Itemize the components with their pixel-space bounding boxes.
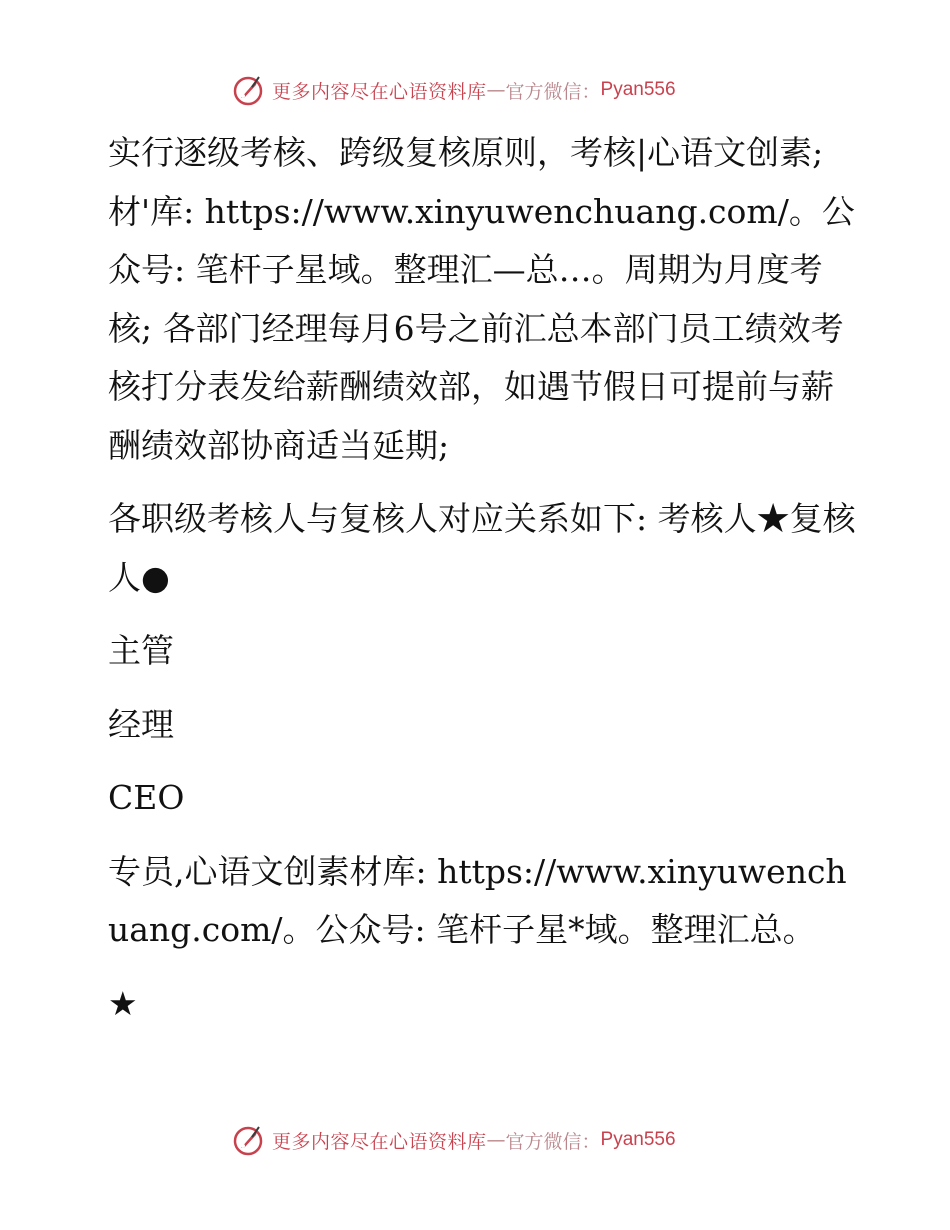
list-item-manager: 经理: [108, 704, 174, 744]
banner-wechat-handle: Pyan556: [600, 79, 676, 100]
banner-wechat-handle: Pyan556: [600, 1129, 676, 1150]
list-item-ceo: CEO: [108, 778, 185, 817]
paragraph-assessment-principle: 实行逐级考核、跨级复核原则，考核|心语文创素;材'库: https://www.xinyuwenchuang.com/。公众号: 笔杆子星域。整理汇—总…。周期为月度考核; 各部门经理每月6号之前汇总本部门员工绩效考核打分表发给薪酬绩效部，如遇节假日可提前与薪酬绩效部协商适当延期;: [108, 133, 855, 465]
banner-separator: —: [486, 1129, 506, 1151]
paragraph-assessor-relationship: 各职级考核人与复核人对应关系如下: 考核人★复核人●: [108, 499, 856, 597]
banner-site-text: 更多内容尽在心语资料库: [272, 1130, 487, 1153]
banner-wechat-label: 官方微信：: [505, 80, 601, 103]
banner-separator: —: [486, 79, 506, 101]
star-mark: ★: [108, 983, 138, 1023]
list-item-supervisor: 主管: [108, 631, 174, 670]
paragraph-specialist: 专员,心语文创素材库: https://www.xinyuwenchuang.com/。公众号: 笔杆子星*域。整理汇总。: [108, 851, 847, 949]
banner-site-text: 更多内容尽在心语资料库: [272, 80, 487, 103]
header-banner: [232, 72, 676, 108]
quill-logo-icon: [232, 73, 266, 107]
footer-banner: [232, 1122, 676, 1158]
banner-wechat-label: 官方微信：: [505, 1130, 601, 1153]
document-body: [97, 124, 857, 1033]
quill-logo-icon: [232, 1123, 266, 1157]
